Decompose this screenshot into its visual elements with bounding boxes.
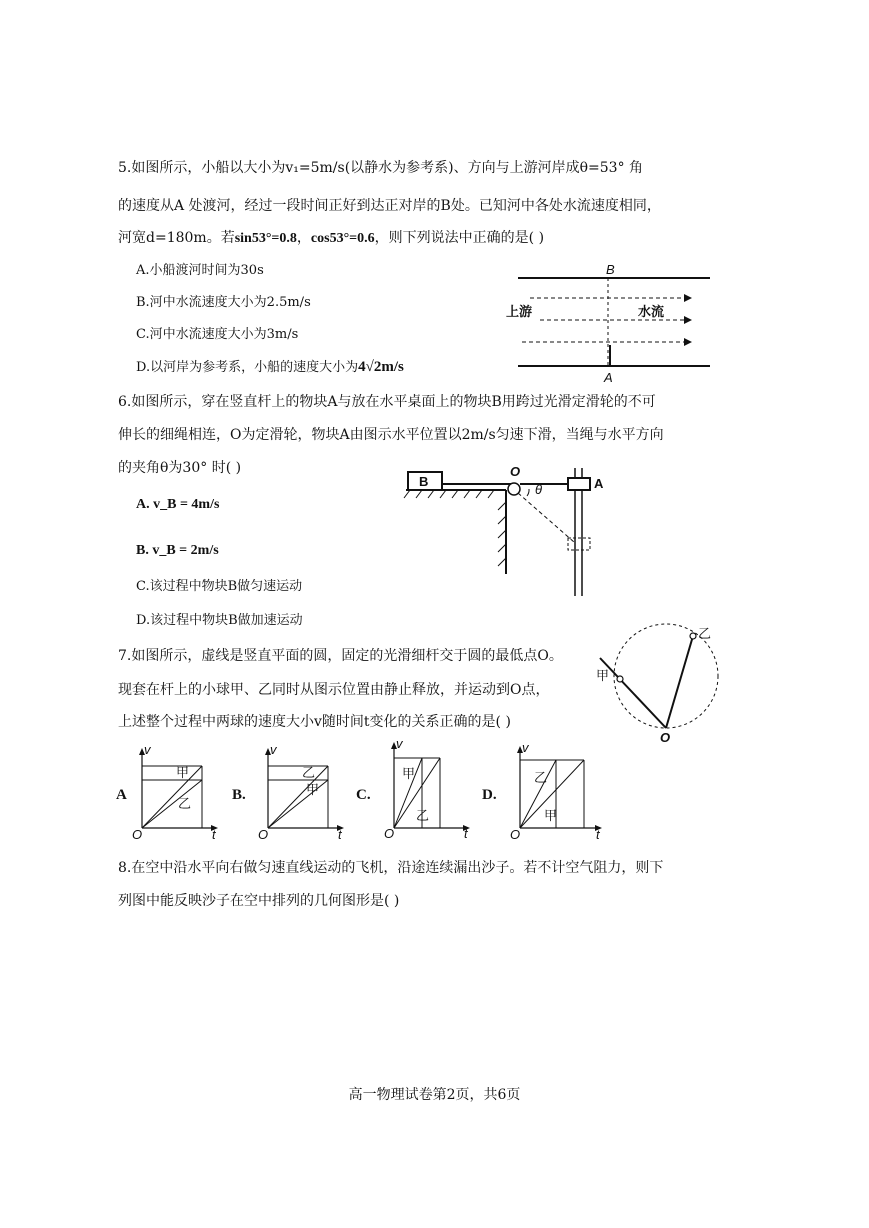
q7-graph-d-axis-v: v — [522, 740, 529, 755]
q7-fig-label-yi: 乙 — [698, 626, 712, 641]
q6-line-3: 的夹角θ为30° 时( ) — [118, 460, 242, 476]
q7-graph-letter-b: B. — [232, 787, 246, 803]
q8-line-2: 列图中能反映沙子在空中排列的几何图形是( ) — [118, 893, 400, 909]
q7-graph-b-axis-t: t — [338, 827, 342, 842]
q7-graph-d — [508, 740, 604, 842]
q7-graph-b-top-label: 乙 — [302, 765, 316, 780]
q5-option-d — [136, 358, 404, 377]
page-footer: 高一物理试卷第2页，共6页 — [348, 1087, 521, 1103]
q7-line-2: 现套在杆上的小球甲、乙同时从图示位置由静止释放，并运动到O点， — [118, 682, 550, 698]
q6-line-1: 6.如图所示，穿在竖直杆上的物块A与放在水平桌面上的物块B用跨过光滑定滑轮的不可 — [118, 394, 656, 410]
q7-fig-label-o: O — [660, 730, 671, 745]
q7-graph-b — [256, 742, 346, 842]
q5-line-1: 5.如图所示，小船以大小为v₁=5m/s(以静水为参考系)、方向与上游河岸成θ=53° 角 — [118, 160, 644, 176]
q7-graph-letter-d: D. — [482, 787, 497, 803]
q7-graph-d-mid-label: 甲 — [544, 808, 558, 823]
q5-option-b: B.河中水流速度大小为2.5m/s — [136, 295, 311, 310]
q7-graph-d-axis-o: O — [510, 827, 521, 842]
q5-sep: ， — [296, 230, 311, 246]
q6-fig-label-b: B — [419, 474, 429, 489]
q7-circle-figure — [592, 618, 722, 745]
q7-graph-d-axis-t: t — [596, 827, 600, 842]
q7-graph-c-top-label: 甲 — [402, 766, 416, 781]
q5-line-3b: ，则下列说法中正确的是( ) — [374, 230, 545, 246]
q6-option-b: B. v_B = 2m/s — [136, 543, 219, 558]
q5-fig-label-a: A — [604, 370, 613, 385]
q6-option-a: A. v_B = 4m/s — [136, 497, 220, 512]
q7-graph-b-mid-label: 甲 — [306, 782, 320, 797]
q6-fig-label-a: A — [594, 476, 604, 491]
q5-line-2: 的速度从A 处渡河，经过一段时间正好到达正对岸的B处。已知河中各处水流速度相同， — [118, 198, 661, 214]
q7-graph-c-axis-o: O — [384, 826, 395, 841]
q7-graph-a-top-label: 甲 — [176, 765, 190, 780]
q5-cos: cos53°=0.6 — [310, 231, 375, 246]
q6-option-c: C.该过程中物块B做匀速运动 — [136, 579, 303, 594]
q5-line-3 — [118, 228, 544, 249]
q7-line-1: 7.如图所示，虚线是竖直平面的圆，固定的光滑细杆交于圆的最低点O。 — [118, 648, 563, 664]
q7-graph-b-axis-o: O — [258, 827, 269, 842]
q7-graph-a-axis-t: t — [212, 827, 216, 842]
q6-fig-label-theta: θ — [535, 482, 543, 497]
q6-option-d: D.该过程中物块B做加速运动 — [136, 613, 303, 628]
q5-option-c: C.河中水流速度大小为3m/s — [136, 327, 299, 342]
q7-fig-label-jia: 甲 — [596, 668, 610, 683]
q6-pulley-figure — [398, 462, 628, 602]
q7-graph-a-axis-o: O — [132, 827, 143, 842]
q5-fig-label-b: B — [606, 262, 615, 277]
q5-option-a: A.小船渡河时间为30s — [136, 263, 264, 278]
q6-fig-label-o: O — [510, 464, 521, 479]
q7-line-3: 上述整个过程中两球的速度大小v随时间t变化的关系正确的是( ) — [118, 714, 511, 730]
q7-graph-a-mid-label: 乙 — [178, 796, 192, 811]
q7-graph-d-top-label: 乙 — [534, 770, 548, 785]
q5-fig-label-flow: 水流 — [638, 304, 665, 319]
q6-line-2: 伸长的细绳相连，O为定滑轮，物块A由图示水平位置以2m/s匀速下滑，当绳与水平方向 — [118, 427, 664, 443]
q7-graph-c-axis-v: v — [396, 736, 403, 751]
q5-option-d-text: D.以河岸为参考系，小船的速度大小为 — [136, 360, 359, 375]
q7-graph-c — [382, 736, 472, 841]
q7-graph-c-mid-label: 乙 — [416, 808, 430, 823]
q7-graph-a — [130, 742, 220, 842]
q8-line-1: 8.在空中沿水平向右做匀速直线运动的飞机，沿途连续漏出沙子。若不计空气阻力，则下 — [118, 860, 664, 876]
q5-line-3a: 河宽d=180m。若 — [118, 230, 235, 246]
q7-graph-c-axis-t: t — [464, 826, 468, 841]
q5-river-figure — [500, 260, 715, 385]
q5-option-d-value: 4√2m/s — [358, 359, 404, 375]
q5-fig-label-upstream: 上游 — [506, 304, 533, 319]
q5-sin: sin53°=0.8 — [234, 231, 297, 246]
q7-graph-letter-a: A — [116, 787, 127, 803]
q7-graph-letter-c: C. — [356, 787, 371, 803]
q7-graph-a-axis-v: v — [144, 742, 151, 757]
q7-graph-b-axis-v: v — [270, 742, 277, 757]
